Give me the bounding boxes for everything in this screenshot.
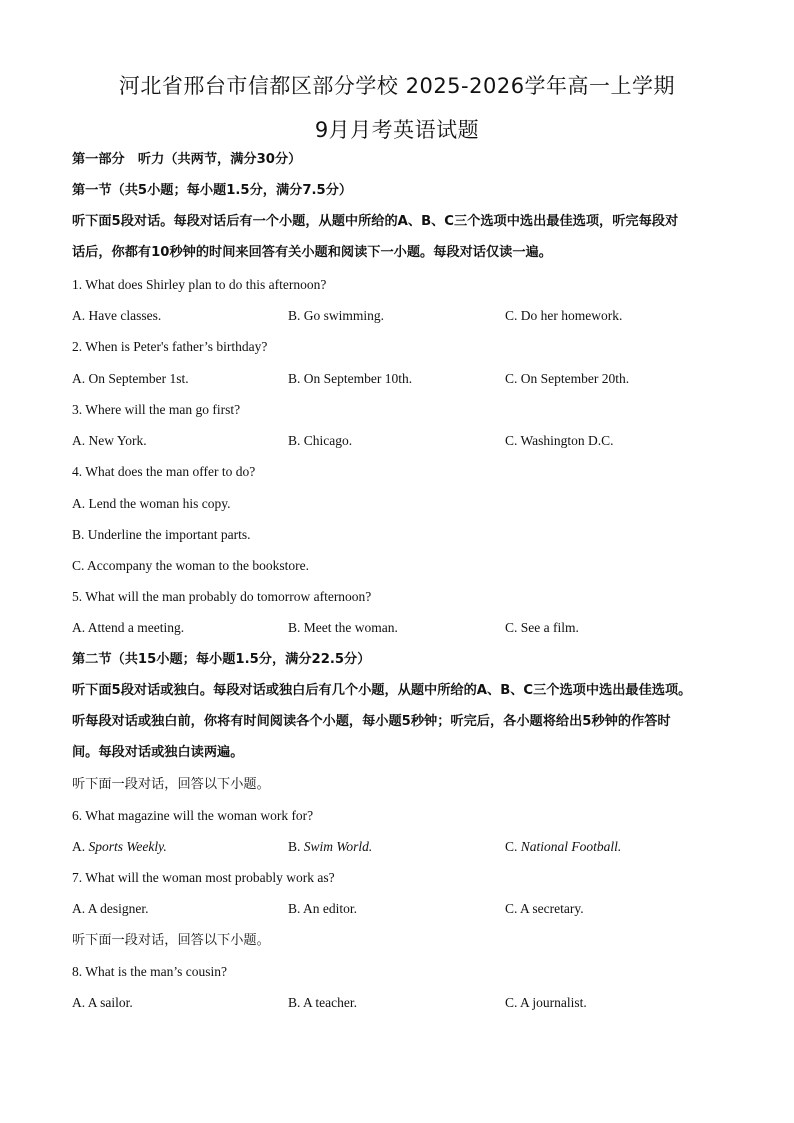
question-2-stem: 2. When is Peter's father’s birthday? <box>72 339 268 354</box>
question-1-option-b: B. Go swimming. <box>288 308 385 323</box>
option-text: Swim World. <box>303 839 373 854</box>
question-3-stem: 3. Where will the man go first? <box>72 402 241 417</box>
question-7-option-c: C. A secretary. <box>505 901 584 916</box>
option-letter: A. <box>72 839 89 854</box>
question-7-stem: 7. What will the woman most probably work as? <box>72 870 335 885</box>
question-4-option-a: A. Lend the woman his copy. <box>72 496 231 511</box>
question-8-stem: 8. What is the man’s cousin? <box>72 964 227 979</box>
part1-heading: 第一部分 听力（共两节，满分30分） <box>72 152 302 167</box>
question-2-option-a: A. On September 1st. <box>72 371 189 386</box>
option-text: National Football. <box>520 839 622 854</box>
section2-instructions-line1: 听下面5段对话或独白。每段对话或独白后有几个小题，从题中所给的A、B、C三个选项中选出最佳选项。 <box>72 683 692 698</box>
question-7-option-b: B. An editor. <box>288 901 358 916</box>
option-letter: B. <box>288 839 304 854</box>
exam-title-line1: 河北省邢台市信都区部分学校 2025-2026学年高一上学期 <box>118 74 676 98</box>
question-6-option-c <box>505 838 621 856</box>
question-1-stem: 1. What does Shirley plan to do this afternoon? <box>72 277 327 292</box>
question-4-stem: 4. What does the man offer to do? <box>72 464 256 479</box>
question-4-option-b: B. Underline the important parts. <box>72 527 251 542</box>
question-2-option-c: C. On September 20th. <box>505 371 630 386</box>
question-6-option-a <box>72 838 167 856</box>
question-5-option-a: A. Attend a meeting. <box>72 620 185 635</box>
question-5-stem: 5. What will the man probably do tomorrow afternoon? <box>72 589 372 604</box>
section2-instructions-line2: 听每段对话或独白前，你将有时间阅读各个小题，每小题5秒钟；听完后，各小题将给出5秒钟的作答时 <box>72 714 671 729</box>
question-4-option-c: C. Accompany the woman to the bookstore. <box>72 558 309 573</box>
question-2-option-b: B. On September 10th. <box>288 371 413 386</box>
section1-heading: 第一节（共5小题；每小题1.5分，满分7.5分） <box>72 183 353 198</box>
question-8-option-b: B. A teacher. <box>288 995 357 1010</box>
section2-heading: 第二节（共15小题；每小题1.5分，满分22.5分） <box>72 652 371 667</box>
question-6-stem: 6. What magazine will the woman work for? <box>72 808 314 823</box>
option-letter: C. <box>505 839 521 854</box>
question-8-option-c: C. A journalist. <box>505 995 587 1010</box>
question-3-option-b: B. Chicago. <box>288 433 353 448</box>
question-5-option-b: B. Meet the woman. <box>288 620 398 635</box>
section2-instructions-line3: 间。每段对话或独白读两遍。 <box>72 745 244 760</box>
question-5-option-c: C. See a film. <box>505 620 579 635</box>
section1-instructions-line1: 听下面5段对话。每段对话后有一个小题，从题中所给的A、B、C三个选项中选出最佳选项，听完每段对 <box>72 214 679 229</box>
question-1-option-c: C. Do her homework. <box>505 308 623 323</box>
question-7-option-a: A. A designer. <box>72 901 149 916</box>
exam-title-line2: 9月月考英语试题 <box>314 118 480 142</box>
question-3-option-c: C. Washington D.C. <box>505 433 614 448</box>
question-8-option-a: A. A sailor. <box>72 995 133 1010</box>
option-text: Sports Weekly. <box>88 839 167 854</box>
listening-prompt-2: 听下面一段对话，回答以下小题。 <box>72 933 270 948</box>
listening-prompt-1: 听下面一段对话，回答以下小题。 <box>72 777 270 792</box>
question-3-option-a: A. New York. <box>72 433 147 448</box>
section1-instructions-line2: 话后，你都有10秒钟的时间来回答有关小题和阅读下一小题。每段对话仅读一遍。 <box>72 245 552 260</box>
question-6-option-b <box>288 838 372 856</box>
question-1-option-a: A. Have classes. <box>72 308 162 323</box>
